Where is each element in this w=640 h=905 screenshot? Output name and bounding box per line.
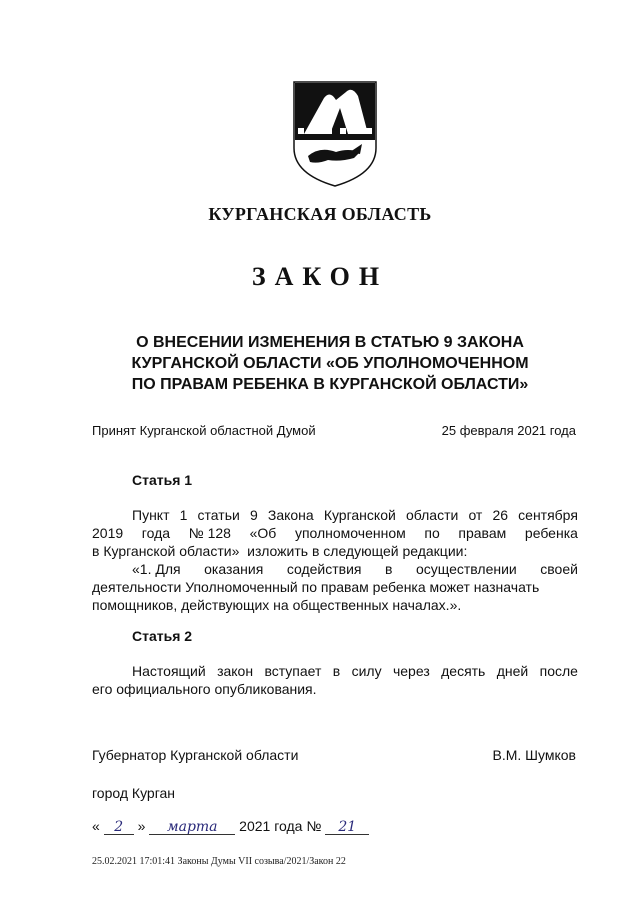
word: 1 (179, 507, 188, 523)
subtitle-line: КУРГАНСКОЙ ОБЛАСТИ «ОБ УПОЛНОМОЧЕННОМ (131, 355, 529, 372)
word: содействия (286, 561, 362, 577)
word: «Об (249, 525, 277, 541)
governor-name: В.М. Шумков (492, 747, 576, 763)
article-1-paragraph-2 (92, 560, 578, 614)
word: Настоящий (132, 663, 206, 679)
coat-of-arms (290, 78, 380, 190)
word: сентября (518, 507, 578, 523)
year-text: 2021 года № (239, 818, 322, 834)
paragraph-line (92, 560, 578, 578)
subtitle-line: О ВНЕСЕНИИ ИЗМЕНЕНИЯ В СТАТЬЮ 9 ЗАКОНА (136, 334, 524, 351)
word: своей (540, 561, 578, 577)
word: через (392, 663, 430, 679)
article-1-paragraph-1 (92, 506, 578, 560)
paragraph-line: в Курганской области» изложить в следующей редакции: (92, 543, 468, 559)
word: Курганской (323, 507, 396, 523)
adopted-by: Принят Курганской областной Думой (92, 423, 316, 438)
word: от (468, 507, 483, 523)
word: области (405, 507, 459, 523)
document-type: ЗАКОН (251, 262, 389, 291)
city: город Курган (92, 785, 176, 801)
word: года (141, 525, 171, 541)
article-2-paragraph-1 (92, 662, 578, 698)
paragraph-line (92, 662, 578, 680)
word: 9 (249, 507, 258, 523)
signing-date-line (92, 818, 369, 835)
handwritten-month: марта (149, 820, 235, 835)
word: силу (351, 663, 382, 679)
region-title: КУРГАНСКАЯ ОБЛАСТЬ (208, 204, 432, 224)
close-quote: » (137, 818, 146, 834)
article-2-heading: Статья 2 (132, 628, 193, 644)
word: десять (441, 663, 486, 679)
law-subtitle (80, 332, 580, 395)
subtitle-line: ПО ПРАВАМ РЕБЕНКА В КУРГАНСКОЙ ОБЛАСТИ» (131, 376, 529, 393)
word: в (385, 561, 393, 577)
paragraph-line: помощников, действующих на общественных началах.». (92, 597, 462, 613)
adopted-date: 25 февраля 2021 года (441, 423, 576, 438)
paragraph-line: его официального опубликования. (92, 681, 317, 697)
word: правам (458, 525, 507, 541)
paragraph-line (92, 506, 578, 524)
word: вступает (264, 663, 322, 679)
article-1-heading: Статья 1 (132, 472, 193, 488)
word: Закона (267, 507, 314, 523)
word: закон (217, 663, 254, 679)
word: оказания (204, 561, 264, 577)
word: по (424, 525, 440, 541)
paragraph-line: деятельности Уполномоченный по правам ребенка может назначать (92, 579, 540, 595)
word: 2019 (92, 525, 124, 541)
word: «1. Для (132, 561, 181, 577)
word: в (332, 663, 341, 679)
footer-meta: 25.02.2021 17:01:41 Законы Думы VII созыва/2021/Закон 22 (92, 856, 346, 867)
word: ребенка (524, 525, 578, 541)
word: № 128 (188, 525, 231, 541)
word: Пункт (132, 507, 170, 523)
governor-title: Губернатор Курганской области (92, 747, 299, 763)
paragraph-line (92, 524, 578, 542)
word: после (539, 663, 578, 679)
word: осуществлении (415, 561, 517, 577)
word: статьи (197, 507, 240, 523)
handwritten-day: 2 (104, 820, 134, 835)
handwritten-number: 21 (325, 820, 369, 835)
word: дней (496, 663, 529, 679)
open-quote: « (92, 818, 100, 834)
word: уполномоченном (294, 525, 406, 541)
word: 26 (492, 507, 509, 523)
